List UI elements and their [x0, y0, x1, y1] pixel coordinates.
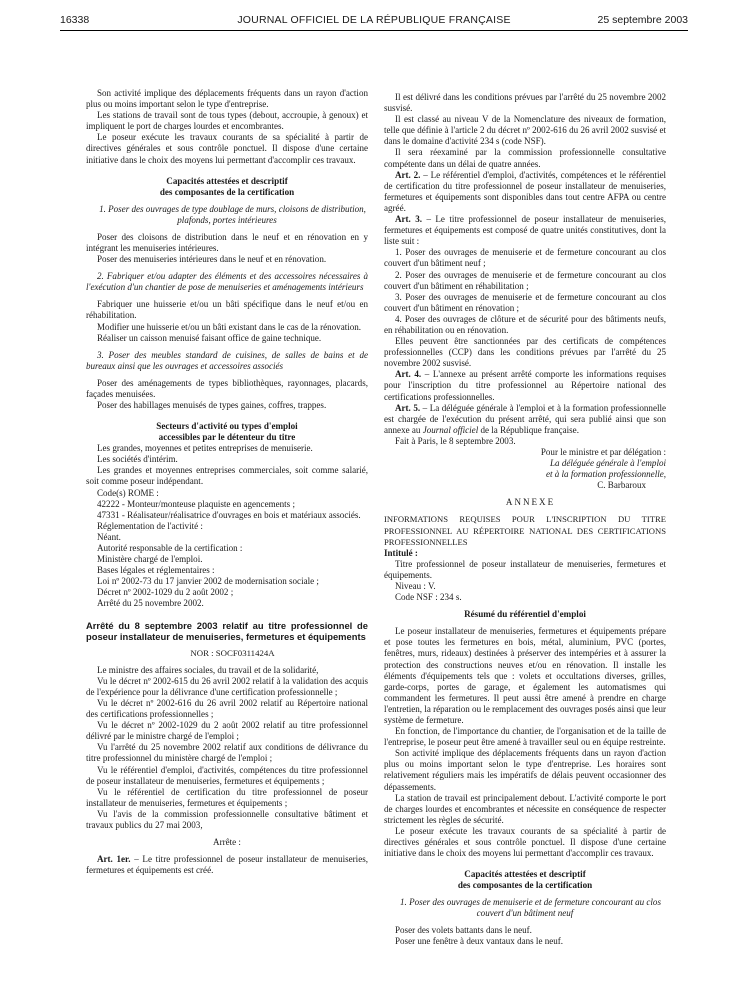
- paragraph: Le poseur exécute les travaux courants de sa spécialité à partir de directives générales et sous contrôle ponctuel. Il dispose d'une certaine initiative dans le choix des moyens lui permettant d'accomplir ces travaux.: [86, 132, 368, 165]
- field-value: Arrêté du 25 novembre 2002.: [97, 598, 204, 609]
- subsection-title: 3. Poser des meubles standard de cuisines, de salles de bains et de bureaux ainsi que les ouvrages et accessoires associés: [86, 349, 368, 371]
- left-column: [86, 88, 368, 876]
- section-heading: des composantes de la certification: [159, 186, 295, 197]
- paragraph: Fabriquer une huisserie et/ou un bâti spécifique dans le neuf et/ou en réhabilitation.: [86, 299, 368, 321]
- field-label: Bases légales et réglementaires :: [97, 565, 215, 576]
- annexe-heading: ANNEXE: [505, 497, 556, 508]
- field-label: Autorité responsable de la certification :: [97, 543, 243, 553]
- article-label: Art. 1er.: [97, 854, 131, 865]
- journal-title: JOURNAL OFFICIEL DE LA RÉPUBLIQUE FRANÇAISE: [237, 14, 511, 26]
- paragraph: Les grandes, moyennes et petites entreprises de menuiserie.: [97, 443, 313, 454]
- paragraph: Poser des aménagements de types bibliothèques, rayonnages, placards, façades menuisées.: [86, 377, 368, 399]
- list-item: 1. Poser des ouvrages de menuiserie et de fermeture concourant au clos couvert d'un bâtiment neuf ;: [384, 247, 666, 269]
- paragraph: Il est classé au niveau V de la Nomenclature des niveaux de formation, telle que définie à l'article 2 du décret nº 2002-616 du 26 avril 2002 susvisé et dans le domaine d'activité 234 s (code NSF).: [384, 114, 666, 147]
- article-3: Art. 3. – Le titre professionnel de poseur installateur de menuiseries, fermetures et équipements est composé de quatre unités constitutives, dont la liste suit :: [384, 214, 666, 247]
- article-1: Art. 1er. – Le titre professionnel de poseur installateur de menuiseries, fermetures et équipements est créé.: [86, 854, 368, 876]
- field-value: 42222 - Monteur/monteuse plaquiste en agencements ;: [97, 498, 295, 509]
- visa: Vu le référentiel d'emploi, d'activités, compétences du titre professionnel de poseur installateur de menuiseries, fermetures et équipements ;: [86, 764, 368, 786]
- paragraph: Poser des volets battants dans le neuf.: [395, 925, 532, 936]
- signature-place-date: Fait à Paris, le 8 septembre 2003.: [395, 435, 516, 446]
- visa: Vu le décret nº 2002-616 du 26 avril 2002 relatif au Répertoire national des certifications professionnelles ;: [86, 697, 368, 720]
- article-4: Art. 4. – L'annexe au présent arrêté comporte les informations requises pour l'inscription du titre professionnel au Répertoire national des certifications professionnelles.: [384, 369, 666, 402]
- field-label: Intitulé :: [384, 547, 418, 558]
- article-label: Art. 4.: [395, 369, 422, 380]
- arrete-word: Arrête :: [213, 837, 241, 848]
- paragraph: Les stations de travail sont de tous types (debout, accroupie, à genoux) et impliquent le port de charges lourdes et encombrantes.: [86, 110, 368, 132]
- paragraph: Elles peuvent être sanctionnées par des certificats de compétences professionnelles (CCP) dans les conditions prévues par l'arrêté du 25 novembre 2002 susvisé.: [384, 336, 666, 369]
- paragraph: La station de travail est principalement debout. L'activité comporte le port de charges lourdes et encombrantes et nécessite en conséquence de respecter strictement les règles de sécurité.: [384, 792, 666, 825]
- article-2: Art. 2. – Le référentiel d'emploi, d'activités, compétences et le référentiel de certification du titre professionnel de poseur installateur de menuiseries, fermetures et équipements sont disponibles dans tout centre AFPA ou centre agréé.: [384, 169, 666, 213]
- nor-reference: NOR : SOCF0311424A: [190, 647, 275, 658]
- annexe-subtitle: INFORMATIONS REQUISES POUR L'INSCRIPTION DU TITRE PROFESSIONNEL AU RÉPERTOIRE NATIONAL DES CERTIFICATIONS PROFESSIONNELLES: [384, 514, 666, 547]
- paragraph: Son activité implique des déplacements fréquents dans un rayon d'action plus ou moins important selon le type d'entreprise. Les horaires sont relativement réguliers mais les impératifs de délais peuvent occasionner des dépassements.: [384, 748, 666, 792]
- signature-line: Pour le ministre et par délégation :: [540, 447, 666, 457]
- field-value: Néant.: [97, 531, 121, 542]
- field-value: 47331 - Réalisateur/réalisatrice d'ouvrages en bois et matériaux associés.: [97, 509, 361, 520]
- list-item: 2. Poser des ouvrages de menuiserie et de fermeture concourant au clos couvert d'un bâtiment en réhabilitation ;: [384, 269, 666, 291]
- paragraph: Réaliser un caisson menuisé faisant office de gaine technique.: [97, 332, 322, 343]
- article-label: Art. 2.: [395, 169, 421, 180]
- arrete-title: Arrêté du 8 septembre 2003 relatif au titre professionnel de poseur installateur de menuiseries, fermetures et équipements: [86, 619, 368, 642]
- field-value: Décret nº 2002-1029 du 2 août 2002 ;: [97, 587, 234, 598]
- section-heading: Capacités attestées et descriptif: [464, 869, 586, 880]
- paragraph: Le ministre des affaires sociales, du travail et de la solidarité,: [97, 664, 319, 675]
- field-label: Réglementation de l'activité :: [97, 520, 203, 531]
- paragraph: Poser une fenêtre à deux vantaux dans le neuf.: [395, 936, 564, 947]
- paragraph: Modifier une huisserie et/ou un bâti existant dans le cas de la rénovation.: [97, 321, 362, 332]
- list-item: 4. Poser des ouvrages de clôture et de sécurité pour des bâtiments neufs, en réhabilitation ou en rénovation.: [384, 313, 666, 335]
- paragraph: Les grandes et moyennes entreprises commerciales, soit comme salarié, soit comme poseur indépendant.: [86, 465, 368, 487]
- article-label: Art. 5.: [395, 402, 421, 413]
- section-heading: accessibles par le détenteur du titre: [158, 432, 296, 443]
- paragraph: Il est délivré dans les conditions prévues par l'arrêté du 25 novembre 2002 susvisé.: [384, 92, 666, 114]
- visa: Vu le décret nº 2002-1029 du 2 août 2002 relatif au titre professionnel délivré par le ministre chargé de l'emploi ;: [86, 720, 368, 742]
- section-heading: Résumé du référentiel d'emploi: [464, 609, 586, 620]
- paragraph: Il sera réexaminé par la commission professionnelle consultative compétente dans un délai de quatre années.: [384, 147, 666, 169]
- list-item: 3. Poser des ouvrages de menuiserie et de fermeture concourant au clos couvert d'un bâtiment en rénovation ;: [384, 291, 666, 313]
- signatory-name: C. Barbaroux: [597, 480, 646, 491]
- field-value: Loi nº 2002-73 du 17 janvier 2002 de modernisation sociale ;: [97, 576, 319, 587]
- paragraph: Les sociétés d'intérim.: [97, 454, 178, 465]
- paragraph: Poser des menuiseries intérieures dans le neuf et en rénovation.: [97, 254, 327, 265]
- article-label: Art. 3.: [395, 214, 423, 225]
- subsection-title: 1. Poser des ouvrages de menuiserie et de fermeture concourant au clos couvert d'un bâtiment neuf: [400, 897, 661, 919]
- paragraph: En fonction, de l'importance du chantier, de l'organisation et de la taille de l'entreprise, le poseur peut être amené à travailler seul ou en équipe restreinte.: [384, 726, 666, 748]
- signature-line: La déléguée générale à l'emploi: [550, 458, 666, 469]
- section-heading: des composantes de la certification: [457, 880, 593, 891]
- paragraph: Le poseur exécute les travaux courants de sa spécialité à partir de directives générales et sous contrôle ponctuel. Il dispose d'une certaine initiative dans le choix des moyens lui permettant d'accomplir ces travaux.: [384, 825, 666, 859]
- subsection-title: 2. Fabriquer et/ou adapter des éléments et des accessoires nécessaires à l'exécution d'un chantier de pose de menuiseries et aménagements intérieurs: [86, 271, 368, 293]
- signature-line: et à la formation professionnelle,: [545, 469, 666, 480]
- right-column: [384, 92, 666, 948]
- field-value: Niveau : V.: [395, 581, 436, 592]
- paragraph: Poser des cloisons de distribution dans le neuf et en rénovation en y intégrant les menuiseries intérieures.: [86, 231, 368, 253]
- field-value: Titre professionnel de poseur installateur de menuiseries, fermetures et équipements.: [384, 558, 666, 580]
- paragraph: Poser des habillages menuisés de types gaines, coffres, trappes.: [97, 400, 327, 411]
- field-value: Code NSF : 234 s.: [395, 592, 462, 603]
- header-rule: [60, 30, 688, 31]
- field-value: Ministère chargé de l'emploi.: [97, 554, 203, 565]
- subsection-title: 1. Poser des ouvrages de type doublage de murs, cloisons de distribution, plafonds, portes intérieures: [99, 203, 366, 225]
- publication-date: 25 septembre 2003: [597, 14, 688, 26]
- visa: Vu le référentiel de certification du titre professionnel de poseur installateur de menuiseries, fermetures et équipements ;: [86, 786, 368, 808]
- page-number: 16338: [60, 14, 90, 26]
- section-heading: Secteurs d'activité ou types d'emploi: [156, 421, 298, 432]
- visa: Vu l'avis de la commission professionnelle consultative bâtiment et travaux publics du 27 mai 2003,: [86, 808, 368, 830]
- field-label: Code(s) ROME :: [97, 487, 159, 498]
- section-heading: Capacités attestées et descriptif: [166, 175, 288, 186]
- visa: Vu l'arrêté du 25 novembre 2002 relatif aux conditions de délivrance du titre professionnel du ministère chargé de l'emploi ;: [86, 742, 368, 764]
- paragraph: Son activité implique des déplacements fréquents dans un rayon d'action plus ou moins important selon le type d'entreprise.: [86, 88, 368, 110]
- visa: Vu le décret nº 2002-615 du 26 avril 2002 relatif à la validation des acquis de l'expérience pour la délivrance d'une certification professionnelle ;: [86, 675, 368, 697]
- article-5: Art. 5. – La déléguée générale à l'emploi et à la formation professionnelle est chargée de l'exécution du présent arrêté, qui sera publié ainsi que son annexe au Journal officiel de la République française.: [384, 402, 667, 435]
- paragraph: Le poseur installateur de menuiseries, fermetures et équipements prépare et pose toutes les fermetures en bois, métal, aluminium, PVC (portes, fenêtres, murs, rideaux) destinées à préserver des intempéries et à assurer la protection des constructions neuves et/ou en rénovation. Il installe les éléments d'équipements tels que : volets et occultations diverses, grilles, garde-corps, portes de garage, et également les automatismes qui commandent les fermetures. Il peut aussi être amené à prendre en charge l'entretien, la réparation ou le remplacement des ouvrages posés ainsi que leur système de fermeture.: [384, 626, 666, 725]
- page-header: [60, 10, 688, 26]
